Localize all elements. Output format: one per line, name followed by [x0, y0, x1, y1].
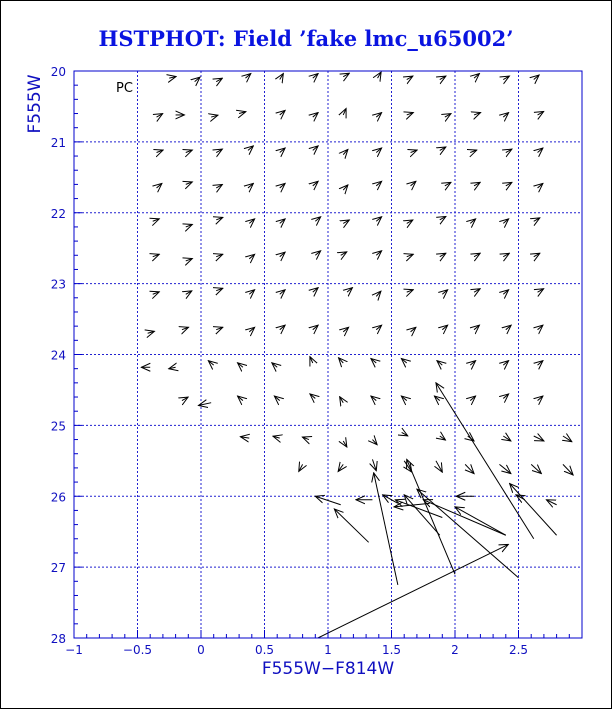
- x-tick-label: 0.5: [254, 643, 275, 657]
- chart-title: HSTPHOT: Field ’fake lmc_u65002’: [98, 26, 514, 51]
- panel-label: PC: [116, 81, 133, 96]
- y-tick-label: 27: [50, 561, 66, 576]
- y-tick-label: 20: [50, 65, 66, 79]
- y-tick-label: 22: [50, 206, 66, 221]
- y-tick-label: 23: [50, 277, 66, 292]
- y-tick-label: 26: [50, 490, 66, 505]
- x-tick-label: 1: [324, 643, 332, 657]
- y-tick-label: 21: [50, 135, 66, 150]
- x-tick-label: 1.5: [381, 643, 402, 657]
- y-tick-label: 28: [50, 632, 66, 646]
- x-tick-label: −0.5: [122, 643, 153, 657]
- x-axis-title: F555W−F814W: [261, 659, 395, 679]
- y-axis-title: F555W: [25, 74, 45, 134]
- x-tick-label: −1: [65, 643, 83, 657]
- x-tick-label: 2: [451, 643, 459, 657]
- x-tick-label: 0: [197, 643, 205, 657]
- x-tick-label: 2.5: [508, 643, 529, 657]
- y-tick-label: 25: [50, 419, 66, 434]
- y-tick-label: 24: [50, 348, 66, 363]
